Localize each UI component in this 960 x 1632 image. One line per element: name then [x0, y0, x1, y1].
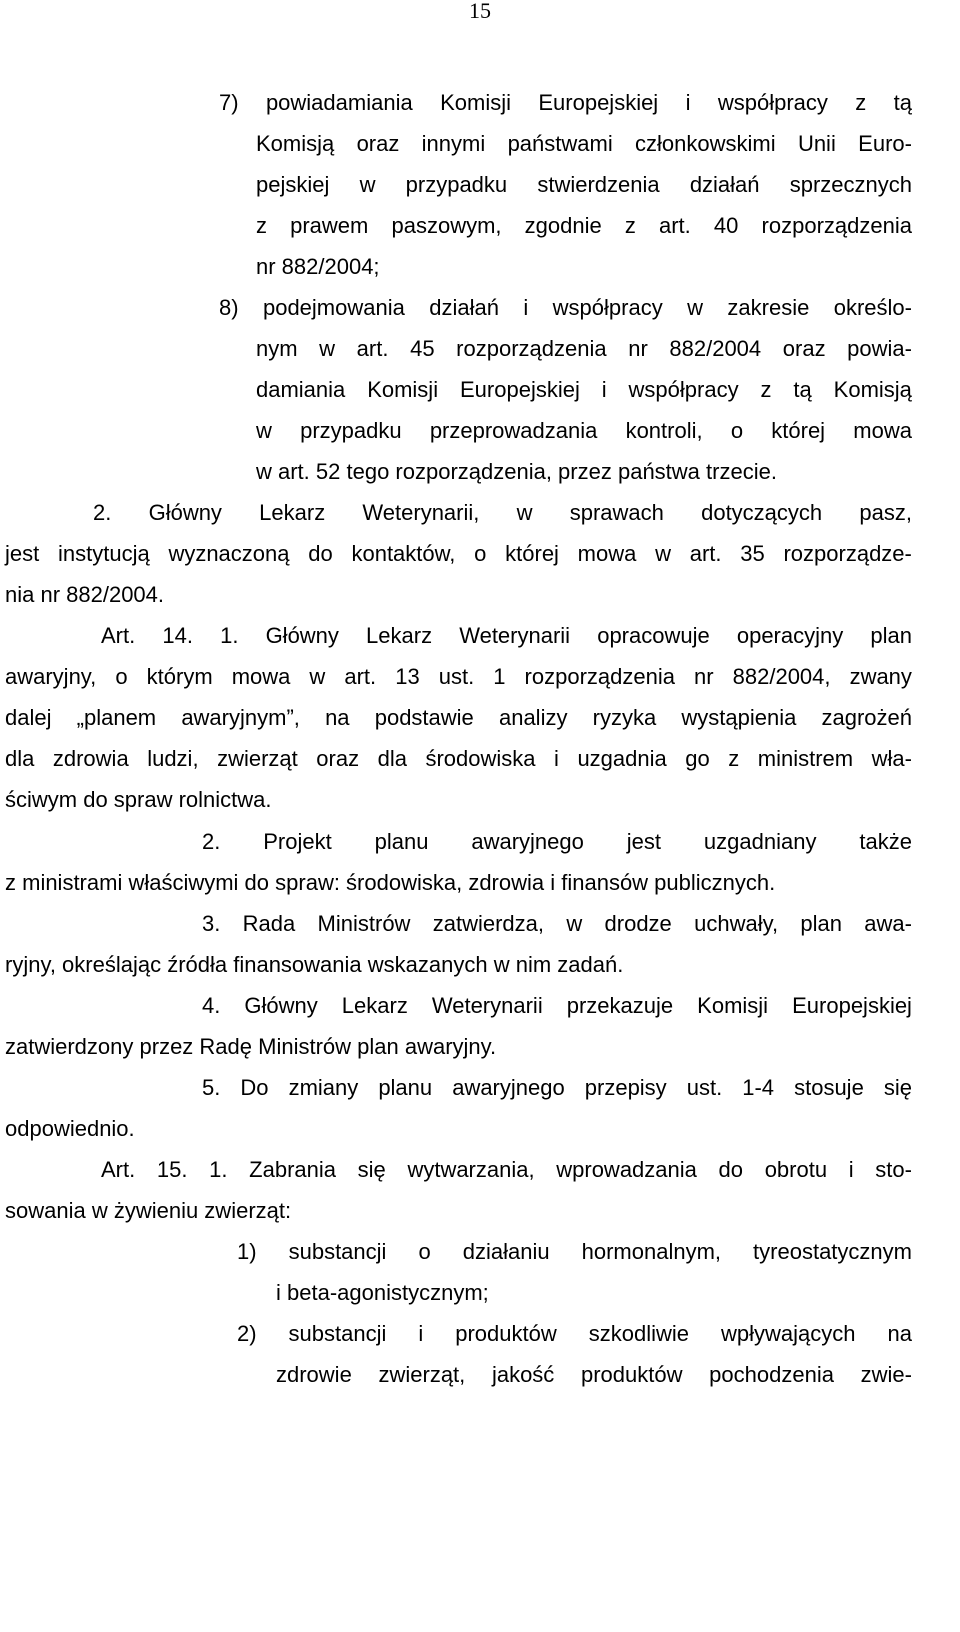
word: Komisją: [256, 131, 335, 156]
word: Główny: [244, 993, 318, 1018]
text-line: [256, 414, 912, 448]
word: Komisją: [833, 377, 912, 402]
text-line: [93, 496, 912, 530]
word: tyreostatycznym: [753, 1239, 912, 1264]
word: działań: [429, 295, 499, 320]
word: 1.: [220, 623, 239, 648]
word: kontroli,: [625, 418, 703, 443]
word: i: [523, 295, 529, 320]
text-line: [219, 291, 912, 325]
word: ust.: [686, 1075, 723, 1100]
word: Weterynarii: [459, 623, 571, 648]
word: oraz: [782, 336, 826, 361]
word: zatwierdza,: [432, 911, 545, 936]
word: i: [601, 377, 607, 402]
text-line: z ministrami właściwymi do spraw: środowiska, zdrowia i finansów publicznych.: [5, 870, 776, 895]
text-line: odpowiednio.: [5, 1116, 135, 1141]
word: ust.: [438, 664, 475, 689]
word: sprawach: [569, 500, 664, 525]
word: 45: [410, 336, 435, 361]
word: art.: [356, 336, 389, 361]
word: Art.: [101, 623, 136, 648]
word: mowa: [853, 418, 912, 443]
word: szkodliwie: [588, 1321, 690, 1346]
text-line: [237, 1235, 912, 1269]
word: instytucją: [57, 541, 150, 566]
word: zakresie: [727, 295, 810, 320]
word: powiadamiania: [265, 90, 413, 115]
text-line: i beta-agonistycznym;: [276, 1280, 489, 1305]
word: stosuje: [794, 1075, 864, 1100]
text-line: [101, 1153, 912, 1187]
word: awa-: [864, 911, 912, 936]
word: podstawie: [374, 705, 474, 730]
text-line: [256, 332, 912, 366]
word: z: [256, 213, 267, 238]
word: o: [418, 1239, 431, 1264]
word: o: [115, 664, 128, 689]
word: obrotu: [764, 1157, 828, 1182]
word: analizy: [498, 705, 568, 730]
word: 7): [219, 90, 239, 115]
word: prawem: [290, 213, 369, 238]
word: sto-: [875, 1157, 912, 1182]
word: art.: [689, 541, 722, 566]
word: awaryjny,: [5, 664, 97, 689]
text-line: [219, 86, 912, 120]
text-line: [202, 907, 912, 941]
word: współpracy: [552, 295, 663, 320]
text-line: [202, 989, 912, 1023]
word: rozporządze-: [783, 541, 912, 566]
word: mowa: [577, 541, 637, 566]
text-line: [5, 701, 912, 735]
word: awaryjnego: [452, 1075, 565, 1100]
word: planu: [374, 829, 429, 854]
word: 1.: [209, 1157, 228, 1182]
word: oraz: [356, 131, 400, 156]
word: z: [624, 213, 636, 238]
word: plan: [800, 911, 842, 936]
word: współpracy: [628, 377, 739, 402]
word: zwie-: [860, 1362, 912, 1387]
word: planu: [378, 1075, 433, 1100]
word: powia-: [847, 336, 912, 361]
word: Europejskiej: [538, 90, 659, 115]
word: działaniu: [462, 1239, 550, 1264]
word: i: [848, 1157, 854, 1182]
word: innymi: [421, 131, 486, 156]
word: produktów: [455, 1321, 557, 1346]
word: opracowuje: [597, 623, 710, 648]
word: produktów: [580, 1362, 683, 1387]
word: 40: [713, 213, 739, 238]
word: 882/2004,: [732, 664, 831, 689]
word: mowa: [231, 664, 291, 689]
word: Lekarz: [341, 993, 408, 1018]
word: wytwarzania,: [407, 1157, 535, 1182]
word: Lekarz: [366, 623, 433, 648]
word: której: [771, 418, 826, 443]
word: sprzecznych: [789, 172, 912, 197]
word: dla: [5, 746, 35, 771]
word: z: [855, 90, 867, 115]
word: pejskiej: [256, 172, 330, 197]
word: podejmowania: [262, 295, 405, 320]
word: się: [883, 1075, 912, 1100]
word: damiania: [256, 377, 346, 402]
word: w: [687, 295, 704, 320]
text-line: [202, 1071, 912, 1105]
word: 1): [237, 1239, 257, 1264]
word: uzgadniany: [703, 829, 817, 854]
text-line: [256, 373, 912, 407]
word: Europejskiej: [792, 993, 912, 1018]
word: Komisji: [697, 993, 769, 1018]
word: jest: [626, 829, 662, 854]
word: o: [474, 541, 487, 566]
word: przeprowadzania: [429, 418, 598, 443]
word: wprowadzania: [556, 1157, 697, 1182]
word: awaryjnym”,: [181, 705, 300, 730]
word: 2.: [202, 829, 221, 854]
word: paszowym,: [391, 213, 502, 238]
word: do: [718, 1157, 744, 1182]
word: Zabrania: [249, 1157, 336, 1182]
word: zmiany: [288, 1075, 359, 1100]
word: zwierząt,: [378, 1362, 466, 1387]
word: przekazuje: [566, 993, 674, 1018]
word: przypadku: [405, 172, 508, 197]
word: w: [566, 911, 583, 936]
word: plan: [870, 623, 912, 648]
text-line: nr 882/2004;: [256, 254, 380, 279]
word: Główny: [265, 623, 339, 648]
word: ludzi,: [147, 746, 199, 771]
word: zwierząt: [217, 746, 298, 771]
word: w: [256, 418, 272, 443]
word: go: [685, 746, 710, 771]
word: 3.: [202, 911, 221, 936]
word: Art.: [101, 1157, 136, 1182]
word: i: [554, 746, 559, 771]
word: i: [418, 1321, 424, 1346]
word: operacyjny: [736, 623, 844, 648]
word: Projekt: [263, 829, 332, 854]
word: rozporządzenia: [524, 664, 675, 689]
word: pochodzenia: [709, 1362, 834, 1387]
word: z: [728, 746, 740, 771]
word: Komisji: [440, 90, 511, 115]
word: zdrowie: [276, 1362, 352, 1387]
word: 13: [395, 664, 420, 689]
text-line: w art. 52 tego rozporządzenia, przez państwa trzecie.: [256, 459, 777, 484]
word: art.: [344, 664, 377, 689]
word: Ministrów: [317, 911, 411, 936]
word: wystąpienia: [681, 705, 797, 730]
word: 15.: [156, 1157, 188, 1182]
word: współpracy: [717, 90, 828, 115]
word: ryzyka: [592, 705, 657, 730]
word: Rada: [242, 911, 296, 936]
word: także: [859, 829, 912, 854]
word: się: [357, 1157, 386, 1182]
word: Lekarz: [259, 500, 326, 525]
word: ministrem: [757, 746, 854, 771]
word: nr: [694, 664, 714, 689]
word: 4.: [202, 993, 221, 1018]
word: pasz,: [859, 500, 912, 525]
word: wpływających: [721, 1321, 856, 1346]
word: Euro-: [858, 131, 912, 156]
word: Europejskiej: [460, 377, 580, 402]
word: w: [655, 541, 671, 566]
word: Do: [240, 1075, 269, 1100]
word: substancji: [288, 1321, 387, 1346]
word: 8): [219, 295, 239, 320]
word: 2.: [93, 500, 112, 525]
word: zwany: [849, 664, 912, 689]
text-line: [256, 168, 912, 202]
text-line: [256, 209, 912, 243]
word: nym: [256, 336, 298, 361]
word: w: [359, 172, 376, 197]
word: kontaktów,: [351, 541, 456, 566]
text-line: [5, 660, 912, 694]
word: zdrowia: [52, 746, 129, 771]
word: działań: [689, 172, 760, 197]
word: do: [308, 541, 333, 566]
word: w: [309, 664, 326, 689]
word: określo-: [833, 295, 912, 320]
word: i: [685, 90, 691, 115]
word: 2): [237, 1321, 257, 1346]
word: drodze: [604, 911, 672, 936]
text-line: nia nr 882/2004.: [5, 582, 165, 607]
text-line: zatwierdzony przez Radę Ministrów plan awaryjny.: [5, 1034, 497, 1059]
word: dla: [377, 746, 407, 771]
word: w: [516, 500, 533, 525]
word: z: [760, 377, 772, 402]
text-line: [5, 537, 912, 571]
word: uzgadnia: [577, 746, 667, 771]
word: 14.: [162, 623, 193, 648]
word: w: [319, 336, 336, 361]
word: środowiska: [425, 746, 536, 771]
word: zagrożeń: [821, 705, 912, 730]
word: Weterynarii: [431, 993, 543, 1018]
word: przypadku: [300, 418, 402, 443]
word: na: [887, 1321, 912, 1346]
word: Unii: [797, 131, 836, 156]
word: przepisy: [584, 1075, 667, 1100]
word: której: [505, 541, 559, 566]
text-line: [202, 825, 912, 859]
word: art.: [659, 213, 691, 238]
word: państwami: [507, 131, 613, 156]
word: dalej: [5, 705, 52, 730]
text-line: ściwym do spraw rolnictwa.: [5, 787, 272, 812]
text-line: [256, 127, 912, 161]
word: tą: [893, 90, 912, 115]
text-line: sowania w żywieniu zwierząt:: [5, 1198, 292, 1223]
word: jest: [5, 541, 40, 566]
word: Główny: [148, 500, 222, 525]
word: 882/2004: [669, 336, 762, 361]
text-line: [5, 742, 912, 776]
word: jakość: [491, 1362, 555, 1387]
word: rozporządzenia: [456, 336, 607, 361]
word: członkowskimi: [635, 131, 776, 156]
text-line: ryjny, określając źródła finansowania wskazanych w nim zadań.: [5, 952, 624, 977]
word: wyznaczoną: [168, 541, 290, 566]
word: „planem: [76, 705, 157, 730]
word: stwierdzenia: [537, 172, 660, 197]
word: wła-: [871, 746, 912, 771]
word: dotyczących: [701, 500, 823, 525]
word: na: [325, 705, 350, 730]
word: Komisji: [367, 377, 439, 402]
word: 1-4: [742, 1075, 775, 1100]
word: zgodnie: [524, 213, 602, 238]
word: nr: [628, 336, 648, 361]
text-line: [276, 1358, 912, 1392]
text-line: [237, 1317, 912, 1351]
word: 5.: [202, 1075, 221, 1100]
word: uchwały,: [694, 911, 779, 936]
word: o: [730, 418, 744, 443]
word: oraz: [316, 746, 360, 771]
word: 35: [740, 541, 765, 566]
text-line: [101, 619, 912, 653]
word: 1: [493, 664, 506, 689]
word: Weterynarii,: [362, 500, 480, 525]
word: awaryjnego: [471, 829, 584, 854]
word: substancji: [288, 1239, 387, 1264]
word: którym: [146, 664, 213, 689]
word: rozporządzenia: [761, 213, 912, 238]
word: hormonalnym,: [581, 1239, 722, 1264]
page-number: 15: [469, 0, 491, 23]
word: tą: [793, 377, 812, 402]
